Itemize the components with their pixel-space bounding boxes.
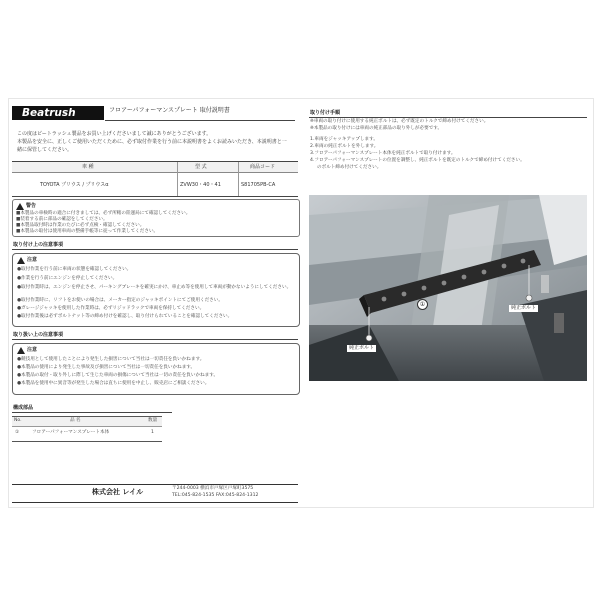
- warning-box: [12, 199, 300, 237]
- company-footer: [12, 484, 298, 503]
- table-divider: [238, 162, 239, 196]
- parts-header-no: No.: [14, 418, 22, 423]
- underbody-illustration: [309, 195, 587, 381]
- caution-line: ●作業を行う前にエンジンを停止してください。: [17, 276, 118, 281]
- caution-line: ●取付作業後は必ずボルトナット等の締め付けを確認し、取り付けられていることを確認してください。: [17, 314, 233, 319]
- company-name: 株式会社 レイル: [92, 488, 144, 496]
- bolt-icon: [526, 295, 532, 301]
- parts-section-title: 構成部品: [13, 405, 34, 411]
- fitment-header-type: 型 式: [195, 164, 207, 170]
- usage-caution-heading: 注意: [27, 347, 38, 353]
- fitment-type: ZVW30・40・41: [180, 182, 221, 188]
- fitment-code: S81705PB-CA: [241, 182, 276, 188]
- usage-caution-box: [12, 343, 300, 395]
- install-step: のボルト締め付けてください。: [317, 165, 382, 170]
- section-rule: [12, 249, 298, 250]
- parts-row-name: フロアーパフォーマンスプレート本体: [32, 430, 110, 435]
- intro-line-3: 緒に保管してください。: [17, 147, 73, 153]
- install-photo: [309, 195, 587, 381]
- fitment-table: [12, 161, 298, 197]
- fitment-model: TOYOTA プリウス / プリウスα: [40, 182, 109, 188]
- install-step: 2.車両の純正ボルトを外します。: [310, 144, 379, 149]
- warning-line: ■装着する前に部品の確認をしてください。: [16, 217, 108, 222]
- intro-line-1: この度はビートラッシュ製品をお買い上げくださいまして誠にありがとうございます。: [17, 131, 212, 137]
- caution-icon: [17, 347, 25, 354]
- install-step: 3.フロアーパフォーマンスプレート本体を純正ボルトで取り付けます。: [310, 151, 456, 156]
- warning-heading: 警告: [26, 203, 37, 209]
- warning-line: ■本製品の取付は使用車両の整備手帳等に従って作業してください。: [16, 229, 159, 234]
- title-rule: [105, 120, 295, 121]
- install-note: ※本製品の取り付けには車両の純正部品の取り外しが必要です。: [310, 126, 443, 131]
- section-rule: [12, 412, 172, 413]
- bolt-label-left: 純正ボルト: [349, 345, 375, 351]
- bolt-icon: [366, 335, 372, 341]
- fitment-header-code: 商品コード: [250, 164, 276, 170]
- company-tel: TEL:045-824-1535 FAX:045-824-1312: [172, 493, 259, 498]
- install-step: 1.車両をジャッキアップします。: [310, 137, 378, 142]
- caution-icon: [17, 257, 25, 264]
- install-caution-box: [12, 253, 300, 327]
- company-address: 〒244-0003 横浜市戸塚区戸塚町3575: [172, 486, 254, 491]
- brand-logo: [12, 106, 104, 120]
- install-note: ※車両の取り付けに使用する純正ボルトは、必ず既定のトルクで締め付けてください。: [310, 119, 489, 124]
- parts-header-qty: 数量: [148, 418, 158, 423]
- caution-line: ●ガレージジャッキを使用した作業時は、必ずリジッドラックで車両を保持してください。: [17, 306, 205, 311]
- usage-line: ●本製品の取付・取り外しに際して生じた車両の損傷について当社は一切の責任を負いかねます。: [17, 373, 219, 378]
- section-rule: [12, 339, 298, 340]
- caution-line: ●取付作業を行う前に車両の状態を確認してください。: [17, 267, 132, 272]
- document-title: フロアーパフォーマンスプレート 取付説明書: [109, 107, 230, 114]
- install-caution-heading: 注意: [27, 257, 38, 263]
- parts-header-name: 品 名: [70, 418, 81, 423]
- caution-line: ●取付作業時に、リフトをお使いの場合は、メーカー指定のジャッキポイントにてご使用ください。: [17, 298, 223, 303]
- usage-line: ●競技用として使用したことにより発生した損害について当社は一切責任を負いかねます。: [17, 357, 205, 362]
- usage-line: ●本製品の使用により発生した事故及び損害について当社は一切責任を負いかねます。: [17, 365, 196, 370]
- warning-line: ■本製品取付時は作業のたびに必ず点検・確認してください。: [16, 223, 145, 228]
- parts-row-no: ①: [15, 430, 20, 435]
- warning-icon: [16, 203, 24, 210]
- brand-name: Beatrush: [22, 107, 76, 119]
- fitment-header-model: 車 種: [82, 164, 94, 170]
- usage-caution-section-title: 取り扱い上の注意事項: [13, 332, 64, 338]
- parts-table: [12, 416, 162, 442]
- install-steps-section-title: 取り付け手順: [310, 110, 341, 116]
- warning-line: ■本製品の車検時の適合に付きましては、必ず所轄の陸運局にて確認してください。: [16, 211, 191, 216]
- section-rule: [309, 117, 587, 118]
- parts-table-header: [12, 417, 162, 427]
- part-number-callout: ①: [417, 299, 428, 310]
- usage-line: ●本製品を使用中に異音等が発生した場合は直ちに使用を中止し、販売店にご相談ください。: [17, 381, 210, 386]
- intro-line-2: 本製品を安全に、正しくご使用いただくために、必ず取付作業を行う前に本説明書をよくお読みいただき、本説明書と一: [17, 139, 287, 145]
- parts-row-qty: 1: [151, 430, 154, 435]
- install-caution-section-title: 取り付け上の注意事項: [13, 242, 64, 248]
- instruction-sheet: [8, 98, 594, 508]
- bolt-label-right: 純正ボルト: [511, 305, 537, 311]
- install-step: 4.フロアーパフォーマンスプレートの位置を調整し、純正ボルトを既定のトルクで締め付けてください。: [310, 158, 525, 163]
- table-divider: [177, 162, 178, 196]
- caution-line: ●取付作業時は、エンジンを停止させ、パーキングブレーキを確実にかけ、車止め等を使用して車両が動かないようにしてください。: [17, 285, 292, 290]
